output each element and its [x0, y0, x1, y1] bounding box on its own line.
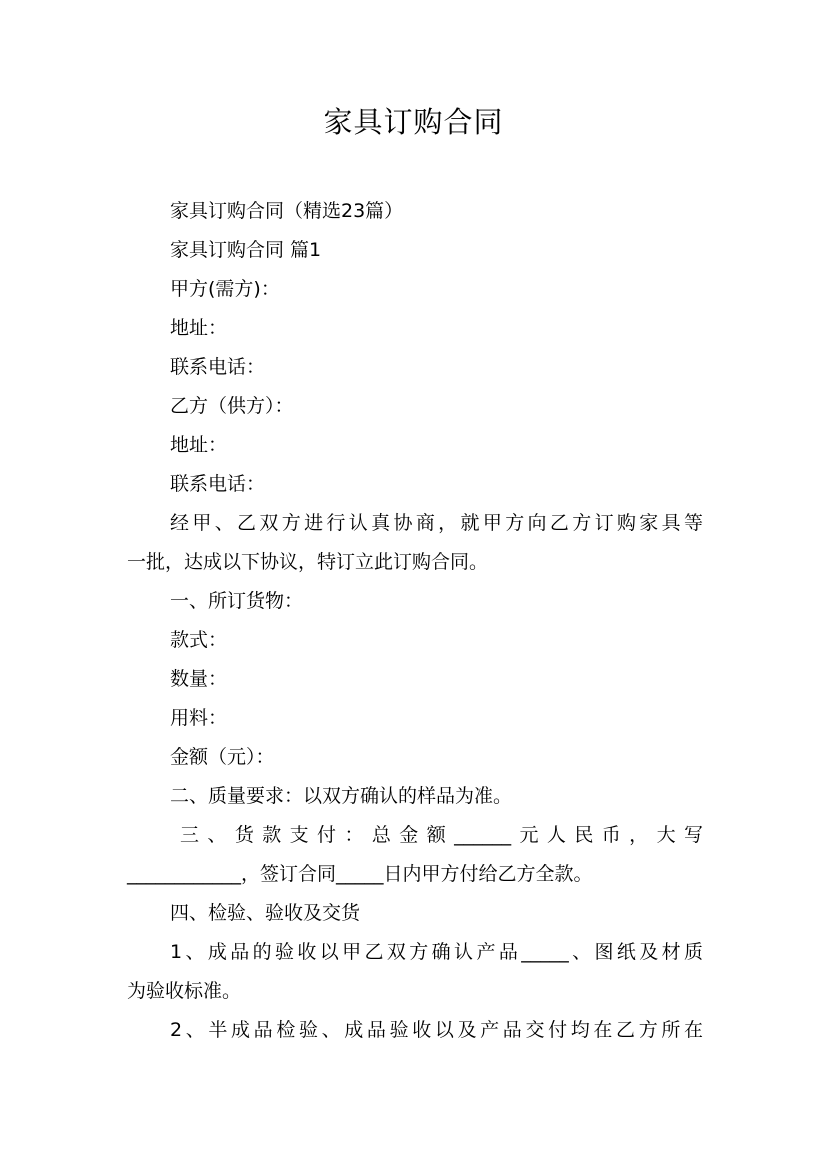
clause-line: 2、半成品检验、成品验收以及产品交付均在乙方所在: [170, 1019, 703, 1041]
field-line: 金额（元）：: [170, 746, 275, 768]
party-a-phone-label: 联系电话：: [170, 356, 266, 378]
party-b-phone-label: 联系电话：: [170, 473, 266, 495]
clause-line: 二、质量要求：以双方确认的样品为准。: [170, 785, 513, 807]
clause-heading-line: 四、检验、验收及交货: [170, 902, 361, 924]
clause-heading-line: 一、所订货物：: [170, 590, 304, 612]
clause-line: ____________，签订合同_____日内甲方付给乙方全款。: [127, 863, 593, 885]
document-title: 家具订购合同: [323, 105, 504, 139]
paragraph-line: 一批，达成以下协议，特订立此订购合同。: [127, 551, 489, 573]
clause-line: 为验收标准。: [127, 980, 242, 1002]
subtitle-line: 家具订购合同（精选23篇）: [170, 200, 404, 222]
field-line: 用料：: [170, 707, 228, 729]
section-heading-line: 家具订购合同 篇1: [170, 239, 322, 261]
field-line: 数量：: [170, 668, 228, 690]
field-line: 款式：: [170, 629, 228, 651]
party-b-address-label: 地址：: [170, 434, 228, 456]
party-a-address-label: 地址：: [170, 317, 228, 339]
party-b-label: 乙方（供方）：: [170, 395, 294, 417]
paragraph-line: 经甲、乙双方进行认真协商，就甲方向乙方订购家具等: [170, 512, 703, 534]
party-a-label: 甲方(需方)：: [170, 278, 280, 300]
clause-line: 三、货款支付：总金额______元人民币，大写: [180, 824, 703, 846]
clause-line: 1、成品的验收以甲乙双方确认产品_____、图纸及材质: [170, 941, 703, 963]
